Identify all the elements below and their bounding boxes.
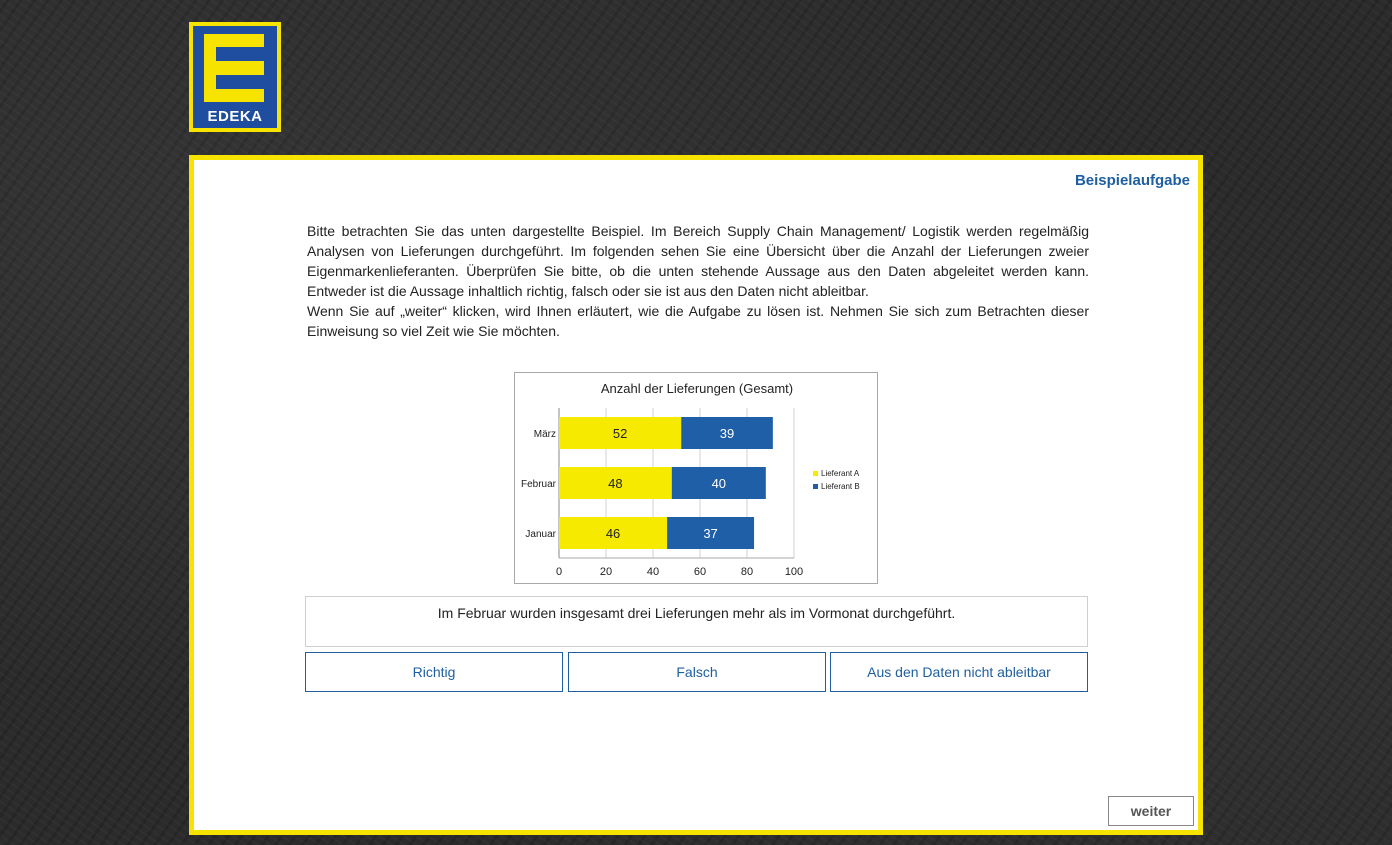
legend-label-1: Lieferant B (821, 482, 860, 491)
answer-falsch-button[interactable]: Falsch (568, 652, 826, 692)
task-panel (189, 155, 1203, 835)
logo-text: EDEKA (207, 108, 263, 125)
next-button[interactable]: weiter (1108, 796, 1194, 826)
x-tick-label-1: 20 (599, 566, 613, 578)
logo-background (193, 26, 277, 128)
logo-e-icon (204, 34, 264, 102)
bar-label-1-2: 37 (703, 526, 718, 541)
bar-label-1-1: 40 (711, 476, 727, 491)
category-label-2: Januar (525, 529, 556, 540)
x-tick-label-3: 60 (693, 566, 707, 578)
instructions (307, 221, 1089, 341)
bar-label-1-0: 39 (719, 426, 735, 441)
edeka-logo (189, 22, 281, 132)
bar-label-0-2: 46 (605, 526, 621, 541)
instructions-paragraph-2: Wenn Sie auf „weiter“ klicken, wird Ihnen erläutert, wie die Aufgabe zu lösen ist. Nehmen Sie sich zum Betrachten dieser Einweisung so viel Zeit wie Sie möchten. (307, 303, 1089, 339)
legend-swatch-1 (813, 484, 818, 489)
page-title: Beispielaufgabe (1074, 172, 1190, 189)
chart-title: Anzahl der Lieferungen (Gesamt) (600, 381, 794, 396)
bar-label-0-1: 48 (608, 476, 623, 491)
x-tick-label-2: 40 (646, 566, 660, 578)
answer-richtig-button[interactable]: Richtig (305, 652, 563, 692)
category-label-1: Februar (520, 479, 556, 490)
x-tick-label-5: 100 (784, 566, 804, 578)
answer-not-derivable-button[interactable]: Aus den Daten nicht ableitbar (830, 652, 1088, 692)
legend-label-0: Lieferant A (821, 469, 860, 478)
statement-box: Im Februar wurden insgesamt drei Lieferungen mehr als im Vormonat durchgeführt. (305, 596, 1088, 647)
category-label-0: März (533, 429, 556, 440)
legend-swatch-0 (813, 471, 818, 476)
x-tick-label-0: 0 (555, 566, 563, 578)
bar-label-0-0: 52 (612, 426, 628, 441)
x-tick-label-4: 80 (740, 566, 754, 578)
deliveries-chart (514, 372, 878, 584)
chart-canvas (515, 373, 879, 585)
instructions-paragraph-1: Bitte betrachten Sie das unten dargestellte Beispiel. Im Bereich Supply Chain Management/ Logistik werden regelmäßig Analysen von Lieferungen durchgeführt. Im folgenden sehen Sie eine Übersicht über die Anzahl der Lieferungen zweier Eigenmarkenlieferanten. Überprüfen Sie bitte, ob die unten stehende Aussage aus den Daten abgeleitet werden kann. Entweder ist die Aussage inhaltlich richtig, falsch oder sie ist aus den Daten nicht ableitbar. (307, 223, 1089, 299)
